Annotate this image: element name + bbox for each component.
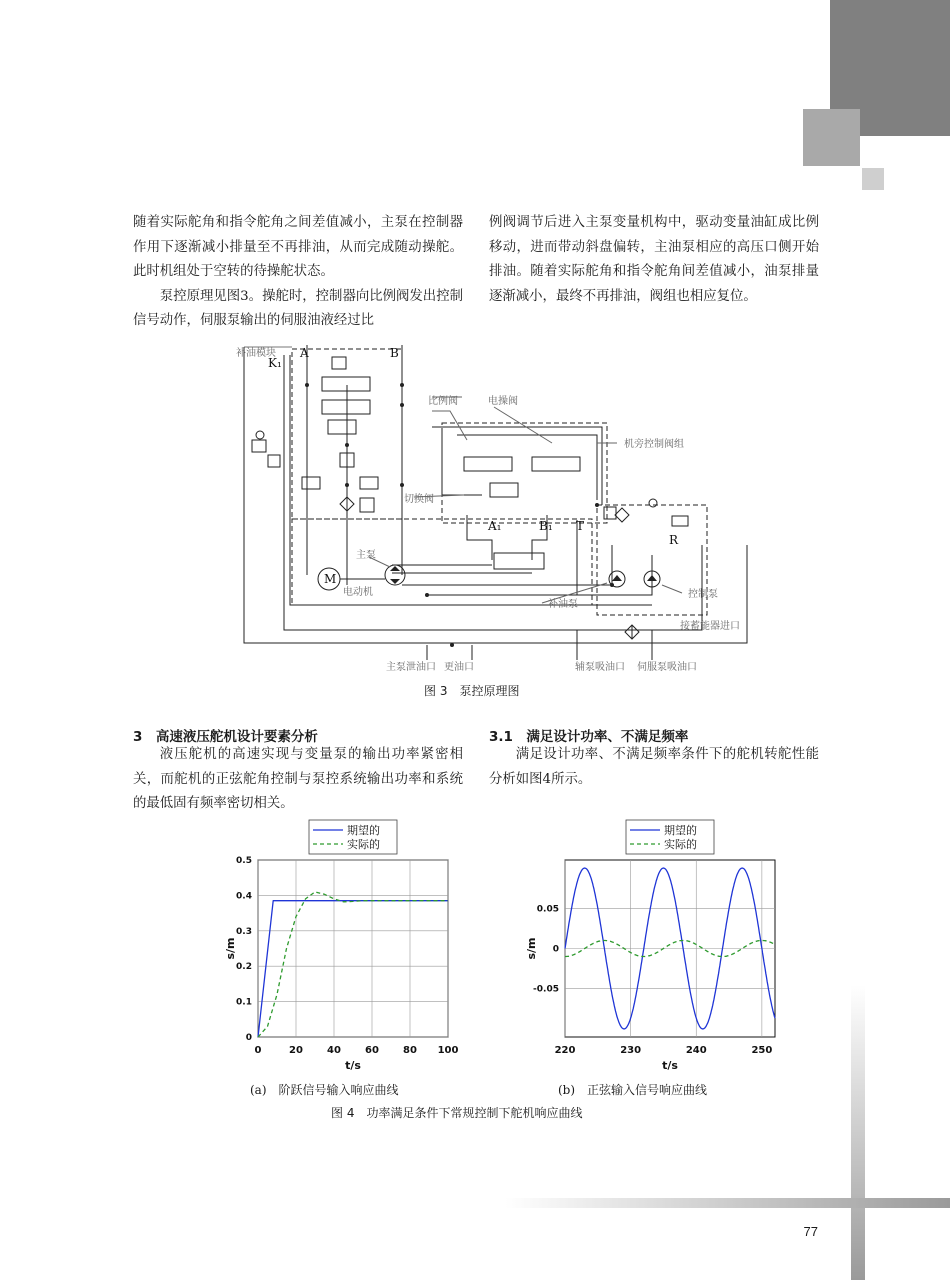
- y-tick-label: 0.5: [236, 856, 252, 866]
- x-tick-label: 250: [751, 1045, 773, 1056]
- bottom-horizontal-bar: [505, 1198, 950, 1208]
- label-main-pump: 主泵: [356, 550, 376, 561]
- x-tick-label: 230: [620, 1045, 642, 1056]
- label-oil-change: 更油口: [444, 662, 474, 673]
- x-tick-label: 220: [554, 1045, 576, 1056]
- figure3-caption: 图 3 泵控原理图: [424, 684, 520, 698]
- left-paragraph-2: 泵控原理见图3。操舵时，控制器向比例阀发出控制信号动作，伺服泵输出的伺服油液经过比: [133, 288, 463, 328]
- page-number: 77: [803, 1224, 818, 1239]
- label-K1: K₁: [268, 356, 282, 370]
- legend-label-0: 期望的: [664, 824, 697, 837]
- corner-block-medium: [803, 109, 860, 166]
- label-control-pump: 控制泵: [688, 589, 718, 600]
- figure4a-step-response-chart: [218, 818, 468, 1080]
- y-tick-label: 0.4: [236, 891, 252, 902]
- y-tick-label: -0.05: [533, 984, 559, 995]
- label-servo-pump-suction: 伺服泵吸油口: [637, 662, 697, 673]
- x-tick-label: 100: [437, 1045, 459, 1056]
- label-switch-valve: 切换阀: [404, 494, 434, 505]
- right-column-top: [489, 211, 819, 309]
- label-solenoid-valve: 电操阀: [488, 396, 518, 407]
- section3-1-body: 满足设计功率、不满足频率条件下的舵机转舵性能分析如图4所示。: [489, 747, 819, 787]
- y-tick-label: 0: [552, 944, 559, 955]
- label-main-pump-drain: 主泵泄油口: [386, 662, 436, 673]
- left-paragraph-1: 随着实际舵角和指令舵角之间差值减小，主泵在控制器作用下逐渐减小排量至不再排油，从而完成随动操舵。此时机组处于空转的待操舵状态。: [133, 215, 463, 279]
- y-tick-label: 0: [245, 1033, 252, 1043]
- x-tick-label: 60: [365, 1045, 379, 1056]
- label-makeup-pump: 补油泵: [548, 599, 578, 610]
- label-port-B: B: [390, 346, 399, 360]
- x-tick-label: 240: [685, 1045, 707, 1056]
- right-paragraph-1: 例阀调节后进入主泵变量机构中，驱动变量油缸成比例移动，进而带动斜盘偏转，主油泵相应的高压口侧开始排油。随着实际舵角和指令舵角间差值减小，油泵排量逐渐减小，最终不再排油，阀组也相应复位。: [489, 215, 819, 304]
- label-aux-pump-suction: 辅泵吸油口: [575, 662, 625, 673]
- y-tick-label: 0.2: [236, 962, 252, 973]
- x-tick-label: 80: [403, 1045, 417, 1056]
- label-accumulator-inlet: 接蓄能器进口: [680, 621, 740, 632]
- figure4b-sine-response-chart: [525, 818, 785, 1080]
- legend-label-1: 实际的: [347, 838, 380, 851]
- label-port-T: T: [576, 519, 585, 533]
- corner-block-small: [862, 168, 884, 190]
- legend-label-1: 实际的: [664, 838, 697, 851]
- y-tick-label: 0.1: [236, 997, 252, 1008]
- x-tick-label: 40: [327, 1045, 341, 1056]
- y-tick-label: 0.3: [236, 926, 252, 937]
- x-axis-label: t/s: [662, 1059, 678, 1072]
- bottom-vertical-bar: [851, 985, 865, 1280]
- label-port-A1: A₁: [488, 519, 502, 533]
- section3-body: 液压舵机的高速实现与变量泵的输出功率紧密相关，而舵机的正弦舵角控制与泵控系统输出功率和系统的最低固有频率密切相关。: [133, 747, 463, 811]
- label-port-B1: B₁: [539, 519, 553, 533]
- legend: [626, 820, 714, 854]
- figure3-schematic: [232, 345, 752, 675]
- section3-1-heading: 3.1 满足设计功率、不满足频率: [489, 729, 689, 745]
- x-axis-label: t/s: [345, 1059, 361, 1072]
- legend-label-0: 期望的: [347, 824, 380, 837]
- label-port-R: R: [669, 533, 679, 547]
- section3-heading: 3 高速液压舵机设计要素分析: [133, 729, 318, 745]
- legend: [309, 820, 397, 854]
- left-column-top: [133, 211, 463, 334]
- label-local-valve-group: 机旁控制阀组: [624, 439, 684, 450]
- figure4a-subcaption: (a) 阶跃信号输入响应曲线: [250, 1083, 399, 1097]
- x-tick-label: 20: [289, 1045, 303, 1056]
- figure4-caption: 图 4 功率满足条件下常规控制下舵机响应曲线: [331, 1106, 583, 1120]
- label-proportional-valve: 比例阀: [428, 396, 458, 407]
- label-motor: 电动机: [343, 587, 373, 598]
- y-axis-label: s/m: [525, 937, 538, 960]
- label-port-A: A: [300, 346, 309, 360]
- label-buyou-module: 补油模块: [236, 348, 276, 359]
- y-tick-label: 0.05: [536, 904, 559, 915]
- y-axis-label: s/m: [224, 937, 237, 960]
- label-motor-symbol: M: [324, 572, 337, 586]
- figure4b-subcaption: (b) 正弦输入信号响应曲线: [558, 1083, 708, 1097]
- x-tick-label: 0: [254, 1045, 262, 1056]
